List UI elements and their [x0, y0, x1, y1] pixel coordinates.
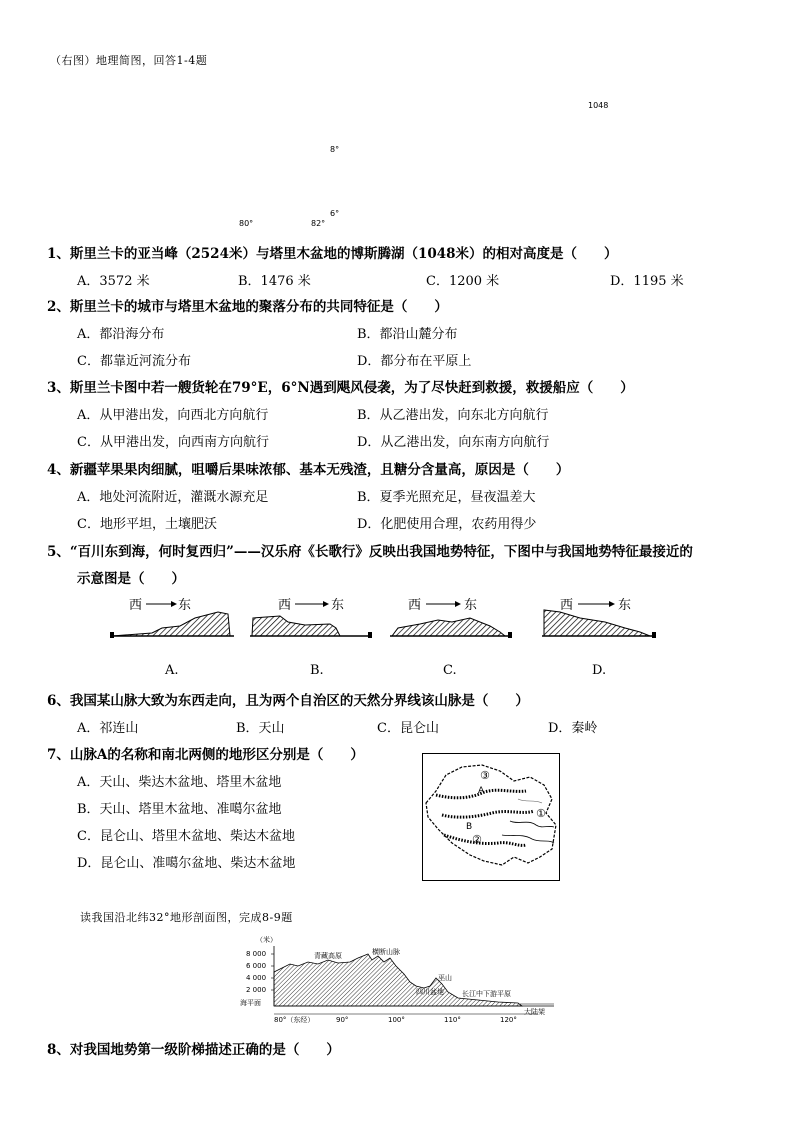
- map-label-3: ③: [480, 769, 490, 782]
- profile-c-east: 东: [464, 598, 478, 613]
- question-5-stem: 5、“百川东到海，何时复西归”——汉乐府《长歌行》反映出我国地势特征，下图中与我国地势特征最接近的: [47, 544, 693, 560]
- q3-option-a: A．从甲港出发，向西北方向航行: [77, 408, 269, 423]
- region-qinghai-tibet: 青藏高原: [314, 952, 342, 960]
- map-label-82e: 82°: [311, 219, 326, 228]
- profile-d: [542, 598, 656, 638]
- region-hengduan: 横断山脉: [372, 948, 400, 956]
- q4-option-b: B．夏季光照充足，昼夜温差大: [357, 490, 536, 505]
- q6-option-d: D．秦岭: [548, 721, 598, 736]
- question-2-stem: 2、斯里兰卡的城市与塔里木盆地的聚落分布的共同特征是（ ）: [47, 299, 448, 315]
- q7-option-c: C．昆仑山、塔里木盆地、柴达木盆地: [77, 829, 295, 844]
- profile-b-east: 东: [331, 598, 345, 613]
- q1-option-a: A．3572 米: [77, 274, 150, 289]
- q1-option-d: D．1195 米: [610, 274, 684, 289]
- question-1-stem: 1、斯里兰卡的亚当峰（2524米）与塔里木盆地的博斯腾湖（1048米）的相对高度是（ ）: [47, 246, 618, 262]
- xtick-90: 90°: [336, 1016, 349, 1024]
- profile-a-east: 东: [178, 598, 192, 613]
- q2-option-a: A．都沿海分布: [77, 327, 165, 342]
- q4-option-d: D．化肥使用合理，农药用得少: [357, 517, 537, 532]
- q4-option-c: C．地形平坦，土壤肥沃: [77, 517, 217, 532]
- profile-c-west: 西: [408, 598, 422, 613]
- q5-option-c: C.: [443, 663, 457, 678]
- q2-option-c: C．都靠近河流分布: [77, 354, 191, 369]
- region-continental-shelf: 大陆架: [524, 1008, 545, 1016]
- q1-option-b: B．1476 米: [238, 274, 311, 289]
- map-label-80e: 80°: [239, 219, 254, 228]
- profile-a-west: 西: [129, 598, 143, 613]
- question-5-stem-cont: 示意图是（ ）: [77, 571, 185, 587]
- q4-option-a: A．地处河流附近，灌溉水源充足: [77, 490, 269, 505]
- ytick-8000: 8 000: [246, 950, 267, 958]
- intro-text-2: 读我国沿北纬32°地形剖面图，完成8-9题: [80, 911, 293, 924]
- q3-option-c: C．从甲港出发，向西南方向航行: [77, 435, 269, 450]
- q7-option-a: A．天山、柴达木盆地、塔里木盆地: [77, 775, 282, 790]
- profile-d-west: 西: [560, 598, 574, 613]
- ytick-4000: 4 000: [246, 974, 267, 982]
- region-yangtze-plain: 长江中下游平原: [462, 990, 511, 998]
- question-3-stem: 3、斯里兰卡图中若一艘货轮在79°E，6°N遇到飓风侵袭，为了尽快赶到救援，救援船应（ ）: [47, 380, 634, 396]
- map-label-2: ②: [472, 833, 482, 846]
- map-label-1: ①: [536, 807, 546, 820]
- ytick-sea-level: 海平面: [240, 999, 261, 1007]
- xtick-110: 110°: [444, 1016, 461, 1024]
- terrain-profile-figures: [100, 592, 670, 648]
- q5-option-b: B.: [310, 663, 324, 678]
- region-wushan: 巫山: [438, 974, 452, 982]
- question-8-stem: 8、对我国地势第一级阶梯描述正确的是（ ）: [47, 1042, 340, 1058]
- intro-text-1: （右图）地理简图，回答1-4题: [50, 54, 208, 67]
- q6-option-a: A．祁连山: [77, 721, 139, 736]
- ytick-6000: 6 000: [246, 962, 267, 970]
- question-4-stem: 4、新疆苹果果肉细腻，咀嚼后果味浓郁、基本无残渣，且糖分含量高，原因是（ ）: [47, 462, 570, 478]
- map-label-b: B: [466, 822, 473, 832]
- q7-option-b: B．天山、塔里木盆地、准噶尔盆地: [77, 802, 282, 817]
- q6-option-b: B．天山: [236, 721, 285, 736]
- xtick-80: 80°（东经）: [274, 1016, 315, 1024]
- profile-d-east: 东: [618, 598, 632, 613]
- profile-b: [250, 598, 372, 638]
- q6-option-c: C．昆仑山: [377, 721, 439, 736]
- mountain-map: [422, 753, 560, 881]
- chart-unit: （米）: [256, 936, 277, 944]
- q2-option-b: B．都沿山麓分布: [357, 327, 458, 342]
- profile-c: [390, 598, 512, 638]
- question-7-stem: 7、山脉A的名称和南北两侧的地形区分别是（ ）: [47, 747, 364, 763]
- q2-option-d: D．都分布在平原上: [357, 354, 472, 369]
- map-label-8n: 8°: [330, 145, 340, 154]
- map-label-1048: 1048: [588, 101, 609, 110]
- q3-option-d: D．从乙港出发，向东南方向航行: [357, 435, 550, 450]
- q1-option-c: C．1200 米: [426, 274, 500, 289]
- profile-a: [110, 598, 234, 638]
- q5-option-d: D.: [592, 663, 607, 678]
- xtick-100: 100°: [388, 1016, 405, 1024]
- region-sichuan-basin: 四川盆地: [416, 988, 444, 996]
- map-label-6n: 6°: [330, 209, 340, 218]
- map-label-a: A: [478, 786, 485, 796]
- q7-option-d: D．昆仑山、准噶尔盆地、柴达木盆地: [77, 856, 296, 871]
- cross-section-chart: [238, 932, 558, 1024]
- ytick-2000: 2 000: [246, 986, 267, 994]
- question-6-stem: 6、我国某山脉大致为东西走向，且为两个自治区的天然分界线该山脉是（ ）: [47, 693, 529, 709]
- xtick-120: 120°: [500, 1016, 517, 1024]
- profile-b-west: 西: [278, 598, 292, 613]
- q3-option-b: B．从乙港出发，向东北方向航行: [357, 408, 549, 423]
- q5-option-a: A.: [165, 663, 179, 678]
